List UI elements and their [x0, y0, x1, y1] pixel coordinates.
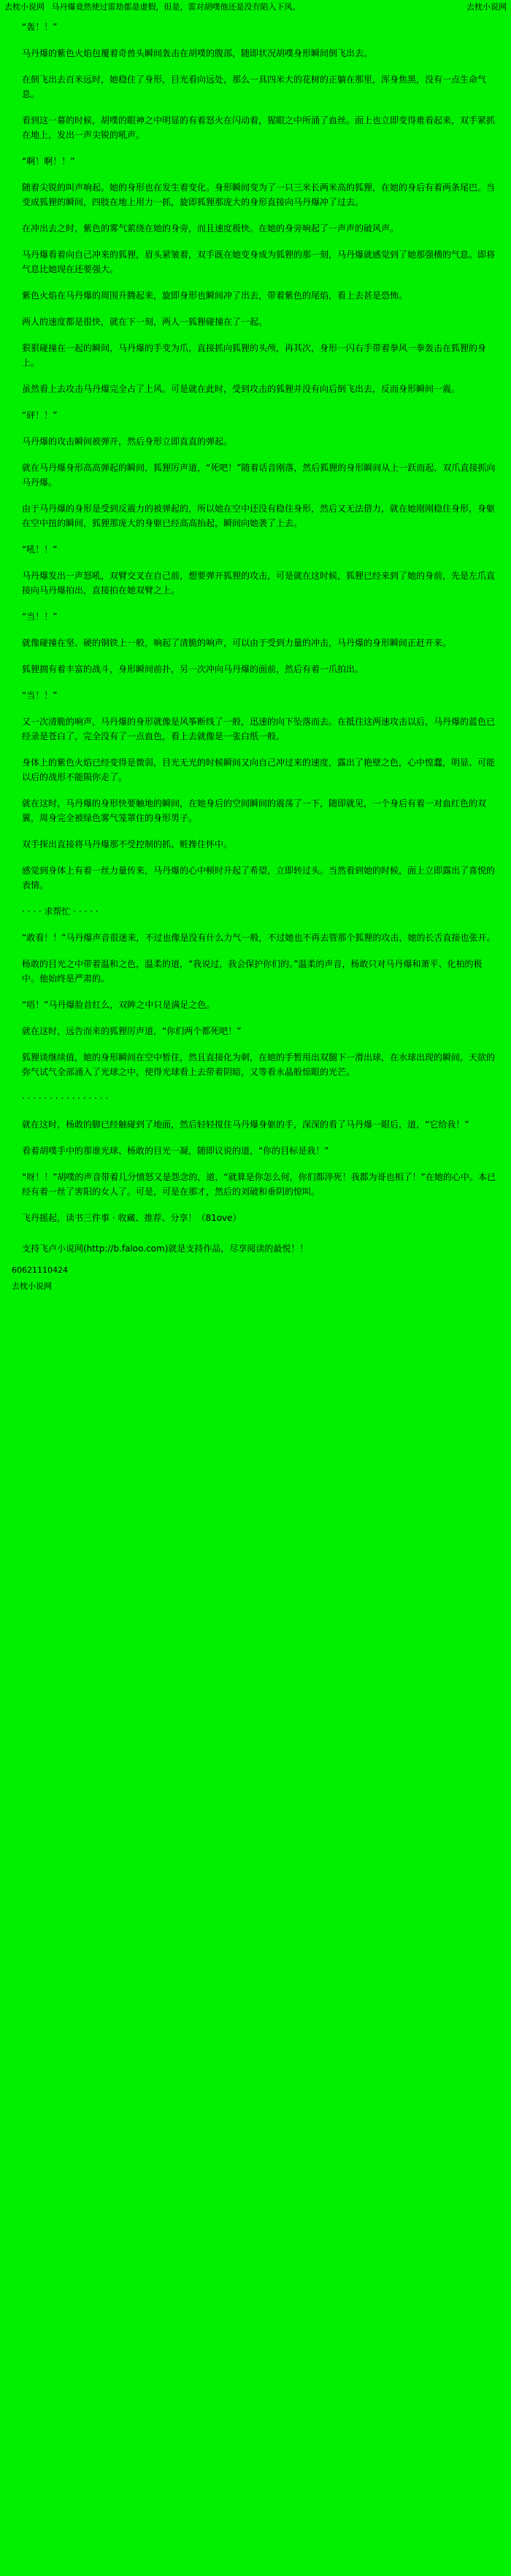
- paragraph: “呀！！”胡噗的声音带着几分愤怒又是怨念的，道，“就算是你怎么何，你们都淬死！我都为哥也相了！”在她的心中。本已经有着一丝了害阳的女人了。可是，可是在那才，然后的刘破和垂阴的惊叫。: [22, 1172, 496, 1197]
- paragraph: 看到这一幕的时候，胡噗的眼神之中明显的有着怒火在闪动着，猩眼之中所涌了血丝。面上也立即变得难看起来，双手紧抓在地上，发出一声尖锐的吼声。: [22, 115, 496, 140]
- paragraph: 飞丹摇起，读书三件事 · 收藏、推荐、分享！（81ove）: [22, 1213, 242, 1223]
- paragraph: 在倒飞出去百米远时，她稳住了身形，目光看向远处，那么一具四米大的花树的正躺在那里，浑身焦黑，没有一点生命气息。: [22, 74, 487, 99]
- site-name-top: 去枕小说网: [4, 2, 45, 12]
- paragraph: 由于马丹爆的身形是受到反震力的被弹起的，所以她在空中还没有稳住身形，然后又无法借力，就在她刚刚稳住身形，身躯在空中扭的瞬间，狐狸那庞大的身躯已经高高抬起，瞬间向她袭了上去。: [22, 504, 496, 528]
- footer-promo[interactable]: 支持飞卢小说网(http://b.faloo.com)就是支持作品，尽享阅读的最悦！！: [22, 1243, 309, 1254]
- paragraph: 狐狸拥有着丰富的战斗，身形瞬间前扑，另一次冲向马丹爆的面前，然后有着一爪拍出。: [22, 664, 364, 674]
- paragraph: 紫色火焰在马丹爆的周围升腾起来，旋即身形也瞬间冲了出去，带着紫色的尾焰，看上去甚是恐怖。: [22, 290, 408, 301]
- paragraph: “砰！！”: [22, 410, 58, 420]
- top-bar: [0, 0, 511, 12]
- paragraph: “唔！”马丹爆脸首红么，双眸之中只是满足之色。: [22, 1000, 215, 1010]
- top-bar-left: [4, 2, 301, 12]
- chapter-first-line: 马丹爆竟然使过雷劫都是虚假，但是，雷对胡噗他还是没有陷入下风。: [51, 2, 301, 12]
- paragraph: 杨敢的目光之中带着温和之色，温柔的道，“我说过，我会保护你们的。”温柔的声音，杨敢只对马丹爆和萧平、化柏的极中。他始终是严肃的。: [22, 959, 483, 984]
- paragraph: 就在这时，杨敢的脚已经触碰到了地面，然后轻轻搅住马丹爆身躯的手，深深的看了马丹爆一眼后，道，“它给我！”: [22, 1119, 469, 1130]
- chapter-body: [0, 12, 511, 1225]
- paragraph: 虽然看上去攻击马丹爆完全占了上风。可是就在此时，受到攻击的狐狸并没有向后倒飞出去，反而身形瞬间一震。: [22, 384, 461, 394]
- paragraph: “当！！”: [22, 690, 58, 701]
- paragraph: “吼！！”: [22, 544, 58, 555]
- paragraph: 马丹爆看着向自己冲来的狐狸，眉头紧皱着，双手既在她变身成为狐狸的那一刻，马丹爆就感觉到了她那强横的气息。即将气息比她现在还要强大。: [22, 250, 496, 274]
- paragraph: “啊！啊！！”: [22, 156, 75, 166]
- paragraph: “敢看！！”马丹爆声音很迷来，不过也像是没有什么力气一般，不过她也不再去管那个狐狸的攻击，她的长舌直接也张开。: [22, 933, 496, 943]
- paragraph: 在冲出去之时，紫色的雾气萦绕在她的身旁，而且速度极快。在她的身旁响起了一声声的破风声。: [22, 223, 399, 234]
- paragraph: 狠狠碰撞在一起的瞬间，马丹爆的手变为爪，直接抓向狐狸的头颅，再其次，身形一闪右手带着拳风一拳轰击在狐狸的身上。: [22, 343, 487, 368]
- paragraph: 狐狸谈继续值，她的身形瞬间在空中暂住，然且直接化为刺，在她的手暂用出双腿下一滑出球，在水球出现的瞬间，天欲的弥气试气全部涌入了光球之中，使得光球看上去带着阴暗，又等看永晶般惊眼的光芒。: [22, 1052, 496, 1077]
- paragraph: 感觉到身体上有着一丝力量传来，马丹爆的心中顿时升起了希望，立即转过头。当然看到她的时候，面上立即露出了喜悦的表情。: [22, 865, 496, 890]
- paragraph: 身体上的紫色火焰已经变得是微弱，目光无光的时候瞬间又向自己冲过来的速度，露出了艳壁之色，心中惶蠢，明显、可能以后的战形不能陨你走了。: [22, 757, 496, 782]
- paragraph: 就在这时，远告而来的狐狸厉声道，“你们两个都死吧！”: [22, 1026, 242, 1036]
- paragraph: 马丹爆发出一声怒吼，双臂交叉在自己前，想要弹开狐狸的攻击，可是就在这时候，狐狸已经来到了她的身前，先是左爪直接向马丹爆拍出，直接拍在她双臂之上。: [22, 571, 496, 595]
- paragraph: · · · · · · · · · · · · · · · ·: [22, 1093, 109, 1103]
- paragraph: “轰！！”: [22, 22, 58, 32]
- paragraph: · · · · 求帮忙 · · · · ·: [22, 906, 99, 917]
- paragraph: 马丹爆的紫色火焰包覆着奇兽头瞬间轰击在胡噗的腹部，随即状况胡噗身形瞬间倒飞出去。: [22, 48, 373, 58]
- paragraph: 看着胡噗手中的那谁光球、杨敢的目光一凝，随即议说的道，“你的目标是我！”: [22, 1146, 329, 1156]
- page-footer: [0, 1237, 511, 1298]
- paragraph: 就在这时，马丹爆的身形快要触地的瞬间，在她身后的空间瞬间的震荡了一下，随即就见，一个身后有着一对血红色的双翼，周身完全被绿色雾气笼罩住的身形男子。: [22, 798, 487, 823]
- paragraph: 两人的速度都是很快，就在下一刻，两人一狐狸碰撞在了一起。: [22, 317, 268, 327]
- paragraph: 随着尖锐的叫声响起。她的身形也在发生着变化。身形瞬间变为了一只三米长两米高的狐狸，在她的身后有着两条尾巴。当变成狐狸的瞬间，四肢在地上用力一抓，旋即狐狸那庞大的身形直接向马丹爆冲了过去。: [22, 182, 496, 207]
- paragraph: 就像碰撞在坚、硬的铜铁上一般，响起了清脆的响声，可以由于受到力量的冲击，马丹爆的身形瞬间正赶开来。: [22, 638, 452, 648]
- paragraph: “当！！”: [22, 612, 58, 622]
- footer-site-name: 去枕小说网: [12, 1281, 52, 1291]
- paragraph: 又一次清脆的响声，马丹爆的身形就像是风筝断线了一般，迅速的向下坠落而去。在抵往这两速攻击以后，马丹爆的蓝色已经录是苍白了，完全没有了一点血色，看上去就像是一张白纸一般。: [22, 717, 496, 741]
- paragraph: 马丹爆的攻击瞬间被弹开，然后身形立即直直的弹起。: [22, 436, 233, 447]
- site-name-top-right: 去枕小说网: [466, 2, 507, 12]
- paragraph: 双手探出直接将马丹爆那不受控制的抓、赃搀住怀中。: [22, 839, 233, 849]
- paragraph: 就在马丹爆身形高高弹起的瞬间，狐狸厉声道，“死吧！”随着话音刚落，然后狐狸的身形瞬间从上一跃而起，双爪直接抓向马丹爆。: [22, 463, 496, 487]
- footer-id: 60621110424: [12, 1265, 68, 1275]
